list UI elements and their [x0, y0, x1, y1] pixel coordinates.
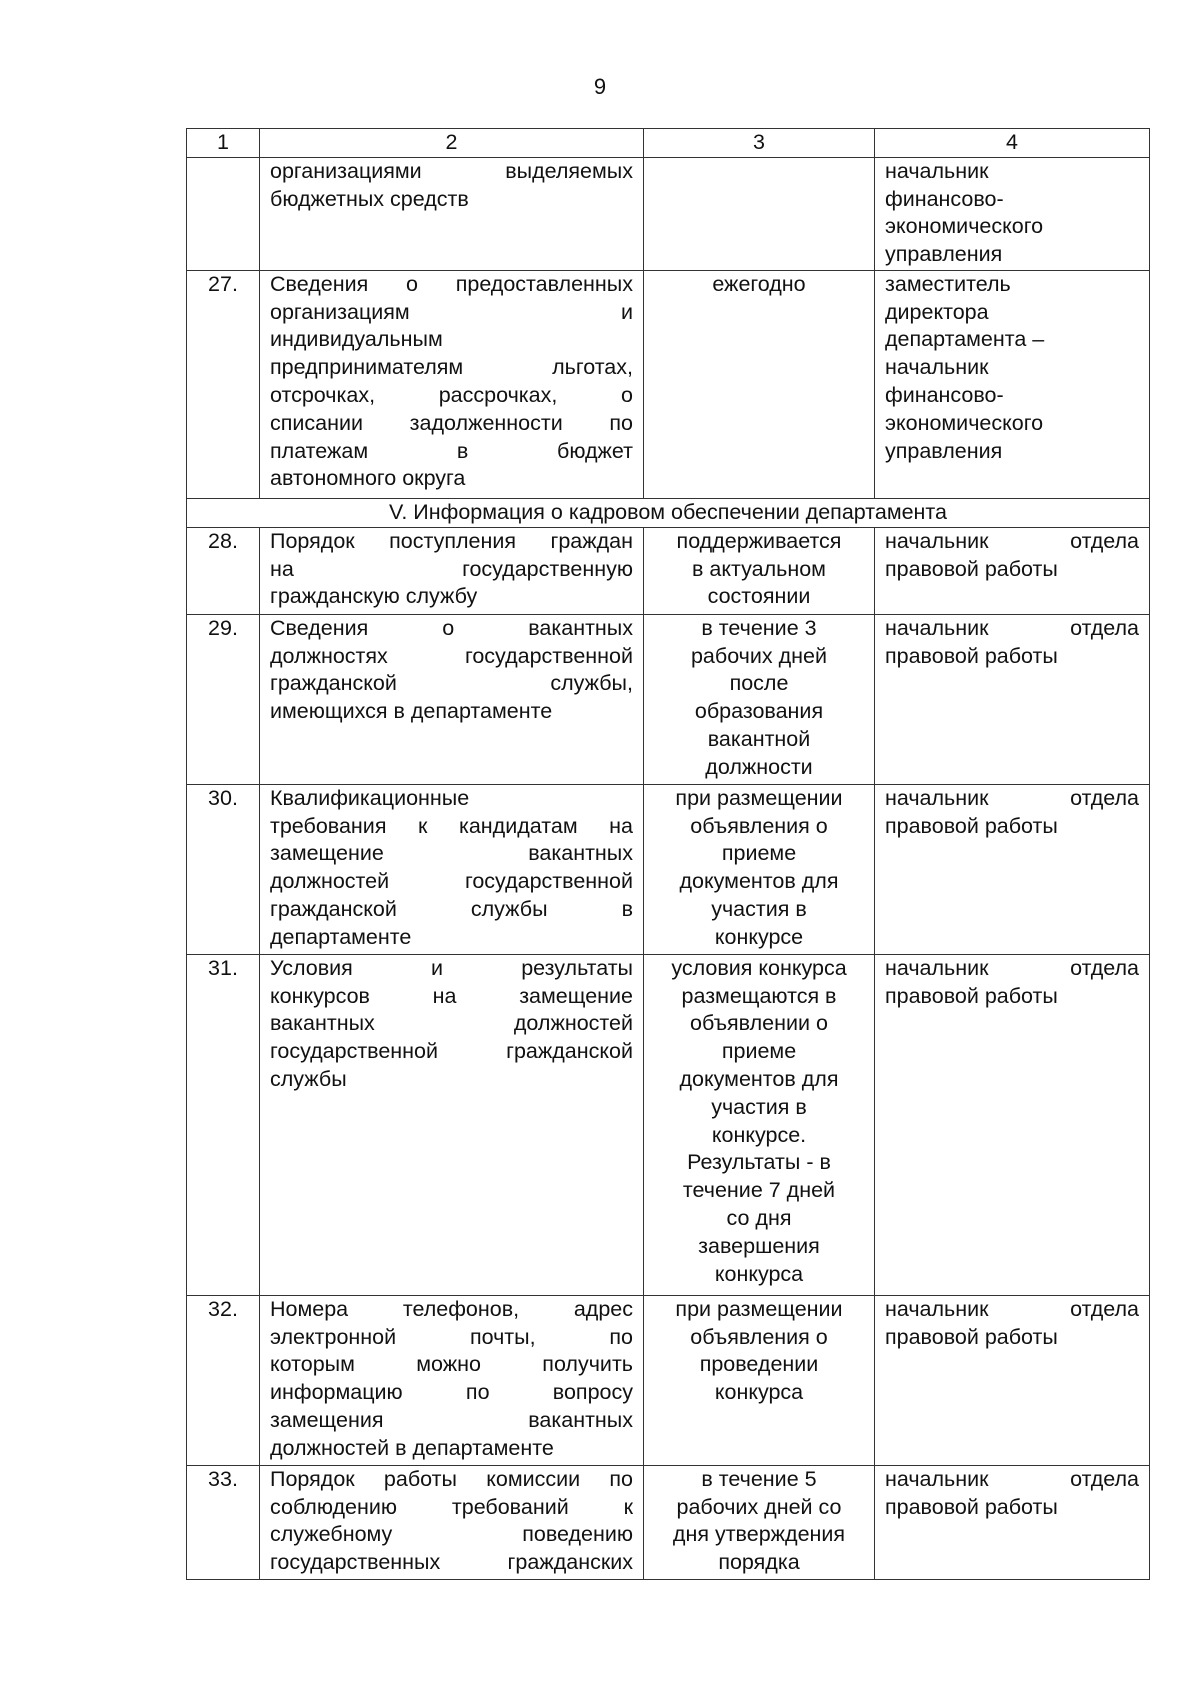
cell-text-line: департамента – [885, 327, 1045, 352]
cell-text-line: управления [885, 242, 1003, 267]
periodicity-cell [644, 527, 875, 614]
cell-text-line: экономического [885, 214, 1044, 239]
information-name-cell [260, 614, 644, 784]
cell-text-line: должностей в департаменте [270, 1435, 554, 1460]
cell-text-line: должностях государственной [270, 643, 633, 668]
cell-text-line: документов для [679, 1066, 839, 1091]
cell-text-line: начальник отдела [885, 785, 1139, 810]
information-name-cell [260, 1465, 644, 1579]
information-name-cell [260, 1295, 644, 1465]
responsible-cell [875, 954, 1150, 1295]
cell-text-line: замещение вакантных [270, 841, 633, 866]
page-number: 9 [593, 74, 607, 99]
cell-text-line: Сведения о вакантных [270, 615, 633, 640]
cell-text-line: экономического [885, 410, 1044, 435]
cell-text-line: участия в [711, 1094, 807, 1119]
cell-text-line: должности [705, 754, 813, 779]
cell-text-line: которым можно получить [270, 1352, 633, 1377]
cell-text-line: правовой работы [885, 1494, 1058, 1519]
information-name-cell [260, 784, 644, 954]
cell-text-line: в течение 3 [701, 615, 817, 640]
cell-text-line: начальник отдела [885, 1466, 1139, 1491]
cell-text-line: Условия и результаты [270, 955, 633, 980]
cell-text-line: государственной гражданской [270, 1039, 633, 1064]
cell-text-line: Порядок поступления граждан [270, 528, 633, 553]
responsible-cell [875, 527, 1150, 614]
cell-text-line: автономного округа [270, 466, 466, 491]
cell-text-line: ежегодно [712, 271, 806, 296]
cell-text-line: списании задолженности по [270, 410, 633, 435]
cell-text-line: дня утверждения [672, 1522, 846, 1547]
cell-text-line: отсрочках, рассрочках, о [270, 382, 633, 407]
responsible-cell [875, 784, 1150, 954]
periodicity-cell [644, 784, 875, 954]
cell-text-line: состоянии [707, 584, 811, 609]
cell-text-line: участия в [711, 896, 807, 921]
cell-text-line: начальник [885, 158, 989, 183]
table-body [187, 129, 1150, 1580]
cell-text-line: вакантных должностей [270, 1011, 633, 1036]
row-number: 32. [187, 1295, 260, 1465]
periodicity-cell [644, 270, 875, 498]
cell-text-line: директора [885, 299, 989, 324]
cell-text-line: служебному поведению [270, 1522, 633, 1547]
cell-text-line: приеме [721, 1039, 797, 1064]
cell-text-line: конкурса [714, 1261, 804, 1286]
table-row [187, 954, 1150, 1295]
cell-text-line: организациями выделяемых [270, 158, 633, 183]
cell-text-line: электронной почты, по [270, 1324, 633, 1349]
cell-text-line: объявлении о [690, 1011, 828, 1036]
cell-text-line: конкурсе. [711, 1122, 807, 1147]
cell-text-line: Порядок работы комиссии по [270, 1466, 633, 1491]
cell-text-line: имеющихся в департаменте [270, 699, 553, 724]
periodicity-cell [644, 614, 875, 784]
row-number: 30. [187, 784, 260, 954]
cell-text-line: условия конкурса [671, 955, 847, 980]
cell-text-line: должностей государственной [270, 869, 633, 894]
cell-text-line: завершения [698, 1233, 820, 1258]
cell-text-line: течение 7 дней [682, 1178, 836, 1203]
cell-text-line: правовой работы [885, 813, 1058, 838]
cell-text-line: управления [885, 438, 1003, 463]
cell-text-line: при размещении [675, 785, 843, 810]
periodicity-cell [644, 1295, 875, 1465]
cell-text-line: рабочих дней [690, 643, 828, 668]
row-number [187, 157, 260, 270]
cell-text-line: Квалификационные [270, 785, 470, 810]
cell-text-line: объявления о [690, 813, 828, 838]
row-number: 29. [187, 614, 260, 784]
row-number: 27. [187, 270, 260, 498]
cell-text-line: в течение 5 [701, 1466, 817, 1491]
column-header-4: 4 [875, 129, 1150, 158]
cell-text-line: Сведения о предоставленных [270, 271, 633, 296]
cell-text-line: конкурса [714, 1380, 804, 1405]
cell-text-line: после [729, 671, 789, 696]
cell-text-line: предпринимателям льготах, [270, 355, 633, 380]
cell-text-line: начальник отдела [885, 1296, 1139, 1321]
table-row [187, 784, 1150, 954]
cell-text-line: гражданской службы, [270, 671, 633, 696]
cell-text-line: на государственную [270, 556, 633, 581]
information-name-cell [260, 270, 644, 498]
table-row [187, 614, 1150, 784]
cell-text-line: в актуальном [692, 556, 826, 581]
periodicity-cell [644, 954, 875, 1295]
cell-text-line: департаменте [270, 924, 412, 949]
section-heading-row [187, 498, 1150, 527]
cell-text-line: поддерживается [676, 528, 842, 553]
cell-text-line: информацию по вопросу [270, 1380, 633, 1405]
cell-text-line: начальник [885, 355, 989, 380]
cell-text-line: конкурсе [714, 924, 804, 949]
cell-text-line: организациям и [270, 299, 633, 324]
row-number: 31. [187, 954, 260, 1295]
row-number: 28. [187, 527, 260, 614]
table-header-row [187, 129, 1150, 158]
responsible-cell [875, 270, 1150, 498]
cell-text-line: платежам в бюджет [270, 438, 633, 463]
responsible-cell [875, 1465, 1150, 1579]
responsible-cell [875, 614, 1150, 784]
cell-text-line: правовой работы [885, 556, 1058, 581]
information-table [186, 128, 1150, 1580]
cell-text-line: начальник отдела [885, 615, 1139, 640]
cell-text-line: при размещении [675, 1296, 843, 1321]
cell-text-line: службы [270, 1066, 347, 1091]
cell-text-line: индивидуальным [270, 327, 443, 352]
cell-text-line: бюджетных средств [270, 186, 469, 211]
cell-text-line: правовой работы [885, 643, 1058, 668]
cell-text-line: Результаты - в [687, 1150, 831, 1175]
table-row [187, 270, 1150, 498]
table-row [187, 1465, 1150, 1579]
cell-text-line: со дня [726, 1205, 792, 1230]
cell-text-line: проведении [699, 1352, 819, 1377]
cell-text-line: гражданскую службу [270, 584, 478, 609]
cell-text-line: Номера телефонов, адрес [270, 1296, 633, 1321]
column-header-1: 1 [187, 129, 260, 158]
table-row [187, 1295, 1150, 1465]
cell-text-line: образования [694, 699, 824, 724]
cell-text-line: порядка [718, 1550, 800, 1575]
cell-text-line: требования к кандидатам на [270, 813, 633, 838]
table-row [187, 527, 1150, 614]
cell-text-line: финансово- [885, 186, 1004, 211]
cell-text-line: гражданской службы в [270, 896, 633, 921]
periodicity-cell [644, 157, 875, 270]
section-heading: V. Информация о кадровом обеспечении департамента [187, 498, 1150, 527]
cell-text-line: начальник отдела [885, 528, 1139, 553]
cell-text-line: конкурсов на замещение [270, 983, 633, 1008]
cell-text-line: приеме [721, 841, 797, 866]
table-row [187, 157, 1150, 270]
cell-text-line: объявления о [690, 1324, 828, 1349]
periodicity-cell [644, 1465, 875, 1579]
cell-text-line: размещаются в [681, 983, 837, 1008]
information-name-cell [260, 157, 644, 270]
cell-text-line: соблюдению требований к [270, 1494, 633, 1519]
responsible-cell [875, 1295, 1150, 1465]
cell-text-line: вакантной [707, 726, 811, 751]
cell-text-line: заместитель [885, 271, 1011, 296]
cell-text-line: финансово- [885, 382, 1004, 407]
cell-text-line: документов для [679, 869, 839, 894]
information-name-cell [260, 954, 644, 1295]
column-header-2: 2 [260, 129, 644, 158]
row-number: 33. [187, 1465, 260, 1579]
cell-text-line: правовой работы [885, 1324, 1058, 1349]
responsible-cell [875, 157, 1150, 270]
cell-text-line: рабочих дней со [676, 1494, 842, 1519]
cell-text-line: замещения вакантных [270, 1407, 633, 1432]
cell-text-line: начальник отдела [885, 955, 1139, 980]
cell-text-line: правовой работы [885, 983, 1058, 1008]
column-header-3: 3 [644, 129, 875, 158]
information-name-cell [260, 527, 644, 614]
cell-text-line: государственных гражданских [270, 1550, 633, 1575]
